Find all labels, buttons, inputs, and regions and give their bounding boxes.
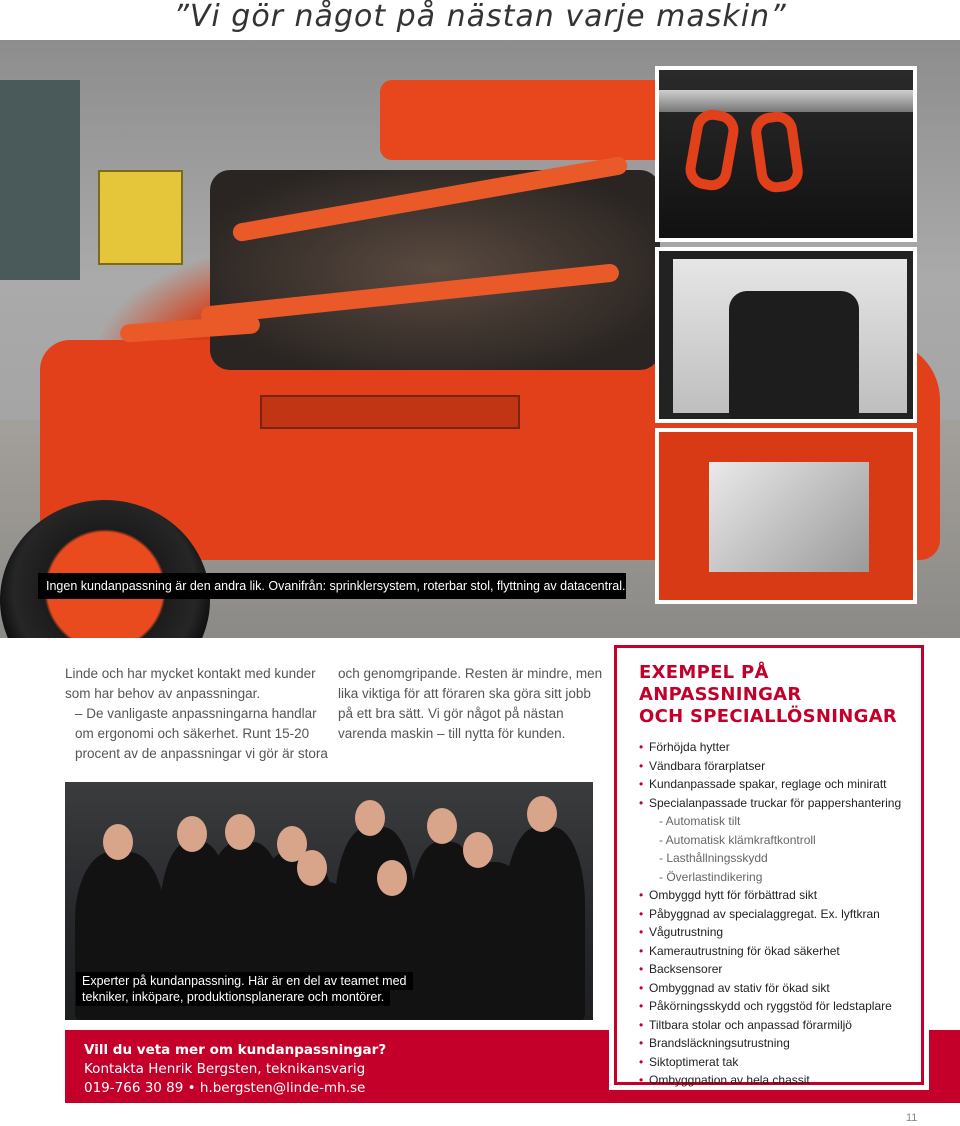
photo-welding-machine: [98, 170, 183, 265]
examples-item: • Kamerautrustning för ökad säkerhet: [639, 942, 907, 961]
body-column-1: [65, 664, 330, 764]
examples-heading: [639, 662, 907, 728]
examples-subitem: - Automatisk tilt: [659, 814, 741, 828]
contact-person: Kontakta Henrik Bergsten, teknikansvarig: [84, 1061, 366, 1077]
team-member-face: [355, 800, 385, 836]
examples-item: • Ombyggnad av stativ för ökad sikt: [639, 979, 907, 998]
inset-photo-data-central: [655, 428, 917, 604]
examples-subitem: - Överlastindikering: [659, 869, 763, 884]
examples-item: • Påbyggnad av specialaggregat. Ex. lyftkran: [639, 905, 907, 924]
examples-item: • Ombyggnation av hela chassit: [639, 1071, 907, 1090]
team-member-face: [527, 796, 557, 832]
examples-box: [614, 645, 924, 1085]
examples-item: • Brandsläckningsutrustning: [639, 1034, 907, 1053]
electrical-panel: [709, 462, 869, 572]
forklift-step: [260, 395, 520, 429]
examples-subitem: - Lasthållningsskydd: [659, 851, 768, 865]
team-member-face: [297, 850, 327, 886]
team-member-face: [463, 832, 493, 868]
examples-item: • Vågutrustning: [639, 923, 907, 942]
paragraph: och genomgripande. Resten är mindre, men lika viktiga för att föraren ska göra sitt jobb på ett bra sätt. Vi gör något på nästan varenda maskin – till nytta för kunden.: [338, 666, 603, 741]
team-member-face: [177, 816, 207, 852]
examples-item: • Kundanpassade spakar, reglage och miniratt: [639, 775, 907, 794]
team-caption: [76, 973, 416, 1005]
examples-heading-line: OCH SPECIALLÖSNINGAR: [639, 706, 898, 727]
contact-block: [84, 1041, 484, 1098]
team-member-face: [103, 824, 133, 860]
team-caption-line: Experter på kundanpassning. Här är en del av teamet med: [76, 972, 413, 990]
examples-item: • Vändbara förarplatser: [639, 757, 907, 776]
team-member: [505, 827, 585, 1020]
examples-subitem: - Automatisk klämkraftkontroll: [659, 832, 816, 847]
sprinkler-head: [749, 109, 806, 195]
hero-caption: Ingen kundanpassning är den andra lik. Ovanifrån: sprinklersystem, roterbar stol, flyttning av datacentral.: [38, 573, 626, 599]
examples-item: • Påkörningsskydd och ryggstöd för ledstaplare: [639, 997, 907, 1016]
examples-heading-line: EXEMPEL PÅ ANPASSNINGAR: [639, 662, 802, 705]
page-number: 11: [906, 1112, 918, 1124]
team-member-face: [225, 814, 255, 850]
examples-item: • Tiltbara stolar och anpassad förarmiljö: [639, 1016, 907, 1035]
photo-shelf: [0, 80, 80, 280]
paragraph: – De vanligaste anpassningarna handlar om ergonomi och säkerhet. Runt 15-20 procent av de anpassningar vi gör är stora: [75, 706, 328, 761]
examples-list: [639, 738, 907, 1090]
examples-item: • Backsensorer: [639, 960, 907, 979]
examples-item: • Förhöjda hytter: [639, 738, 907, 757]
body-column-2: [338, 664, 608, 744]
inset-photo-rotating-seat: [655, 247, 917, 423]
driver-seat: [729, 291, 859, 421]
team-member-face: [377, 860, 407, 896]
sprinkler-head: [682, 107, 741, 194]
sprinkler-pipe: [659, 90, 917, 112]
examples-item: • Specialanpassade truckar för pappershantering: [639, 794, 907, 813]
examples-item: • Ombyggd hytt för förbättrad sikt: [639, 886, 907, 905]
paragraph: Linde och har mycket kontakt med kunder som har behov av anpassningar.: [65, 666, 316, 701]
forklift-counterweight: [380, 80, 680, 160]
examples-item: • Siktoptimerat tak: [639, 1053, 907, 1072]
contact-details: 019-766 30 89 • h.bergsten@linde-mh.se: [84, 1080, 366, 1096]
inset-photo-sprinkler: [655, 66, 917, 242]
page-title: ”Vi gör något på nästan varje maskin”: [173, 0, 787, 34]
team-caption-line: tekniker, inköpare, produktionsplanerare och montörer.: [76, 988, 390, 1006]
contact-question: Vill du veta mer om kundanpassningar?: [84, 1042, 387, 1058]
team-member-face: [427, 808, 457, 844]
